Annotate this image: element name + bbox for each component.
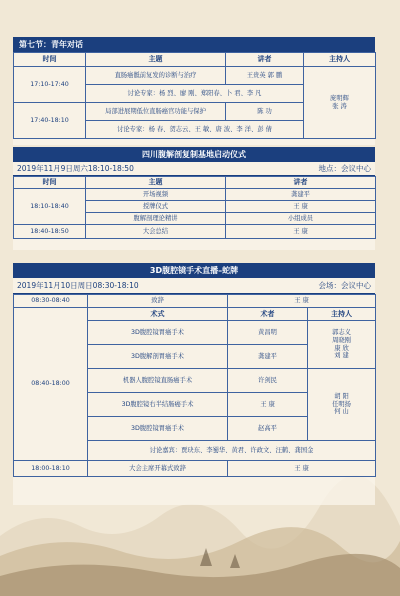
- speaker-cell: 王 康: [226, 201, 376, 213]
- time-cell: 08:40-18:00: [14, 308, 88, 461]
- procedure-cell: 3D腹腔镜右半结肠癌手术: [88, 393, 228, 417]
- topic-cell: 直肠癌骶前复发的诊断与治疗: [86, 67, 226, 85]
- col-header-time: 时间: [14, 177, 86, 189]
- host-cell: [308, 321, 376, 369]
- surgeon-cell: 龚建平: [228, 345, 308, 369]
- host-name: 庞明辉: [330, 94, 349, 102]
- session-date: 2019年11月10日周日08:30-18:10: [17, 281, 139, 290]
- schedule-table: [13, 176, 376, 239]
- col-header-surgeon: 术者: [228, 308, 308, 321]
- discussion-cell: 讨论专家：杨 春、贺志云、王 敏、唐 波、李 洋、彭 倩: [86, 121, 304, 139]
- session-date: 2019年11月9日周六18:10-18:50: [17, 164, 134, 173]
- session-venue: 会场：会议中心: [318, 281, 371, 290]
- time-cell: 17:40-18:10: [14, 103, 86, 139]
- speaker-cell: 龚建平: [226, 189, 376, 201]
- col-header-procedure: 术式: [88, 308, 228, 321]
- section-launch-ceremony: [13, 147, 375, 250]
- host-cell: [308, 369, 376, 441]
- topic-cell: 局部进展期低位直肠癌官功能与保护: [86, 103, 226, 121]
- host-name: 任明扬: [332, 400, 351, 408]
- speaker-cell: 小组成员: [226, 213, 376, 225]
- host-name: 何 山: [334, 408, 349, 416]
- speaker-cell: 王 康: [226, 225, 376, 239]
- schedule-table: [13, 294, 376, 477]
- section-title: 第七节：青年对话: [13, 37, 375, 52]
- session-info: [13, 162, 375, 176]
- speaker-cell: 王 康: [228, 295, 376, 308]
- host-name: 郭志义: [332, 328, 351, 336]
- topic-cell: 致辞: [88, 295, 228, 308]
- speaker-cell: 王贵英 郭 鹏: [226, 67, 304, 85]
- surgeon-cell: 黄昌明: [228, 321, 308, 345]
- col-header-topic: 主题: [86, 177, 226, 189]
- procedure-cell: 3D腹腔镜胃癌手术: [88, 417, 228, 441]
- procedure-cell: 3D腹解剖胃癌手术: [88, 345, 228, 369]
- surgeon-cell: 王 康: [228, 393, 308, 417]
- host-name: 刘 建: [334, 352, 349, 360]
- col-header-topic: 主题: [86, 53, 226, 67]
- session-venue: 地点：会议中心: [318, 164, 371, 173]
- time-cell: 18:10-18:40: [14, 189, 86, 225]
- host-cell: [304, 67, 376, 139]
- schedule-table: [13, 52, 376, 139]
- time-cell: 18:00-18:10: [14, 461, 88, 477]
- topic-cell: 授牌仪式: [86, 201, 226, 213]
- procedure-cell: 3D腹腔镜胃癌手术: [88, 321, 228, 345]
- host-name: 周晓刚: [332, 336, 351, 344]
- speaker-cell: 王 康: [228, 461, 376, 477]
- col-header-time: 时间: [14, 53, 86, 67]
- section-title: 四川腹解剖复制基地启动仪式: [13, 147, 375, 162]
- topic-cell: 大会总结: [86, 225, 226, 239]
- host-name: 张 涛: [332, 102, 347, 110]
- host-name: 康 欣: [334, 344, 349, 352]
- discussion-guests: 讨论嘉宾：贾玦东、李蜀华、黄君、许政文、汪鹤、龚国金: [88, 441, 376, 461]
- col-header-host: 主持人: [304, 53, 376, 67]
- host-name: 胡 阳: [334, 392, 349, 400]
- procedure-cell: 机器人腹腔镜直肠癌手术: [88, 369, 228, 393]
- col-header-speaker: 讲者: [226, 53, 304, 67]
- time-cell: 18:40-18:50: [14, 225, 86, 239]
- discussion-cell: 讨论专家：杨 烈、廖 刚、郑阳春、卜 君、李 凡: [86, 85, 304, 103]
- col-header-host: 主持人: [308, 308, 376, 321]
- section-youth-dialogue: [13, 37, 375, 145]
- surgeon-cell: 许剑民: [228, 369, 308, 393]
- topic-cell: 腹解剖理论精讲: [86, 213, 226, 225]
- topic-cell: 开场视频: [86, 189, 226, 201]
- time-cell: 08:30-08:40: [14, 295, 88, 308]
- speaker-cell: 陈 功: [226, 103, 304, 121]
- topic-cell: 大会主席开幕式致辞: [88, 461, 228, 477]
- session-info: [13, 278, 375, 294]
- surgeon-cell: 赵高平: [228, 417, 308, 441]
- col-header-speaker: 讲者: [226, 177, 376, 189]
- section-title: 3D腹腔镜手术直播–蛇牌: [13, 263, 375, 278]
- section-3d-surgery-live: [13, 263, 375, 505]
- time-cell: 17:10-17:40: [14, 67, 86, 103]
